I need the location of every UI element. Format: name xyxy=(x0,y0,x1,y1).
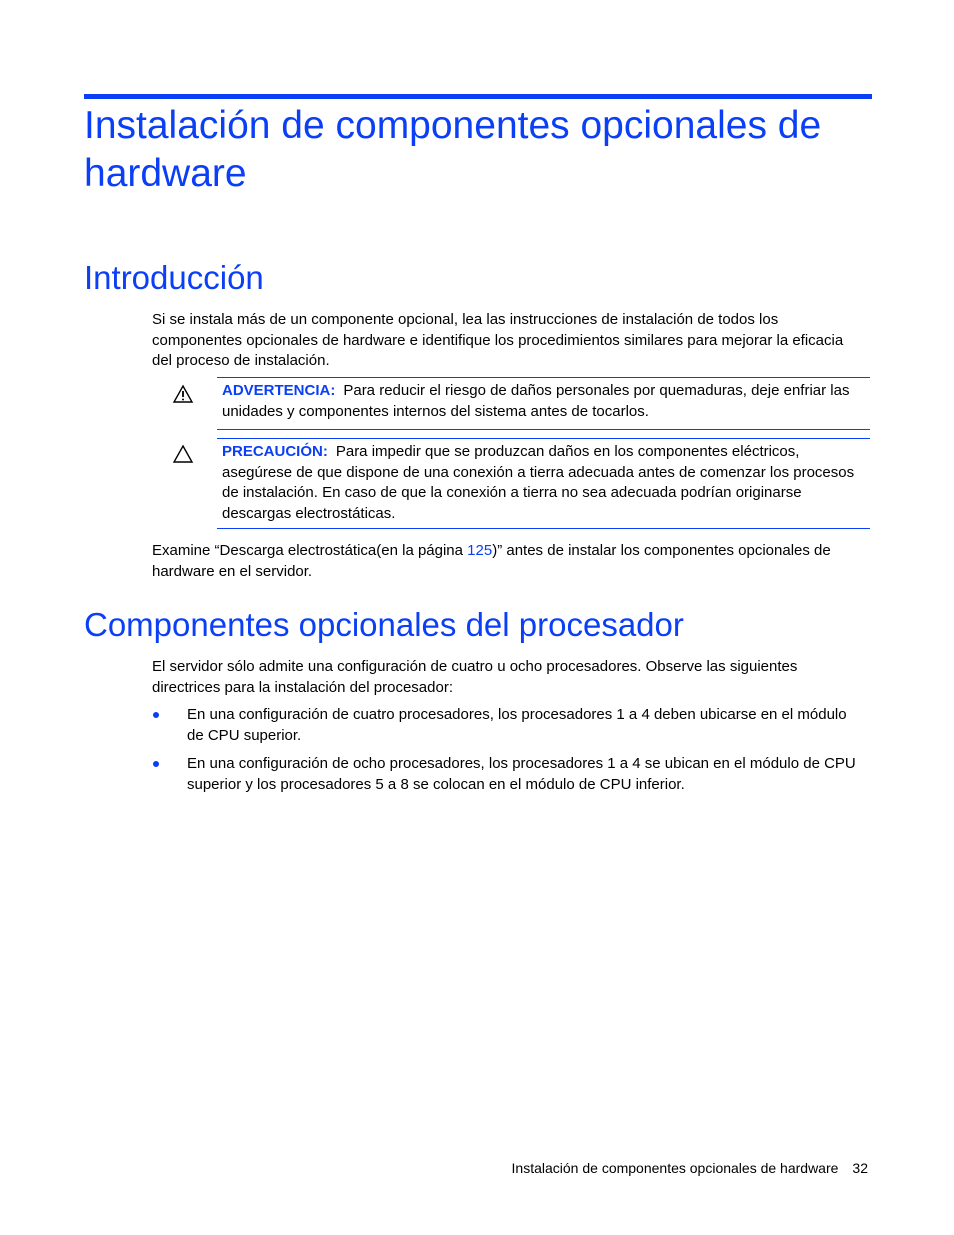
introduction-heading: Introducción xyxy=(84,259,264,296)
chapter-top-rule xyxy=(84,94,872,99)
warning-triangle-icon xyxy=(172,384,194,404)
bullet-icon xyxy=(153,712,159,718)
list-item-text: En una configuración de cuatro procesadores, los procesadores 1 a 4 deben ubicarse en el módulo de CPU superior. xyxy=(187,706,847,744)
list-item-text: En una configuración de ocho procesadores, los procesadores 1 a 4 se ubican en el módulo de CPU superior y los procesadores 5 a 8 se colocan en el módulo de CPU inferior. xyxy=(187,755,856,793)
processor-paragraph: El servidor sólo admite una configuración de cuatro u ocho procesadores. Observe las siguientes directrices para la instalación del procesador: xyxy=(152,658,798,696)
processor-heading: Componentes opcionales del procesador xyxy=(84,606,684,643)
caution-triangle-icon xyxy=(172,444,194,464)
page-number: 32 xyxy=(852,1160,868,1176)
caution-note xyxy=(217,438,870,529)
caution-text: Para impedir que se produzcan daños en los componentes eléctricos, asegúrese de que dispone de una conexión a tierra adecuada antes de comenzar los procesos de instalación. En caso de que la conexión a tierra no sea adecuada podrían originarse descargas electrostáticas. xyxy=(222,443,855,522)
bullet-icon xyxy=(153,761,159,767)
warning-text: Para reducir el riesgo de daños personales por quemaduras, deje enfriar las unidades y componentes internos del sistema antes de tocarlos. xyxy=(222,382,850,420)
page-reference-link[interactable]: 125 xyxy=(467,542,493,559)
reference-text-before: Examine “Descarga electrostática(en la página xyxy=(152,542,468,559)
warning-label: ADVERTENCIA: xyxy=(222,382,336,399)
introduction-paragraph: Si se instala más de un componente opcional, lea las instrucciones de instalación de todos los componentes opcionales de hardware e identifique los procedimientos similares para mejorar la eficacia del proceso de instalación. xyxy=(152,311,844,369)
reference-paragraph xyxy=(152,541,867,582)
processor-guidelines-list xyxy=(152,705,867,803)
warning-note xyxy=(217,377,870,430)
caution-label: PRECAUCIÓN: xyxy=(222,443,328,460)
reference-text-after: )” antes de instalar los componentes opcionales de hardware en el servidor. xyxy=(152,542,831,580)
list-item xyxy=(152,754,867,795)
page-footer xyxy=(512,1159,868,1177)
list-item xyxy=(152,705,867,746)
footer-title: Instalación de componentes opcionales de hardware xyxy=(511,1160,839,1176)
chapter-title: Instalación de componentes opcionales de hardware xyxy=(84,104,822,195)
